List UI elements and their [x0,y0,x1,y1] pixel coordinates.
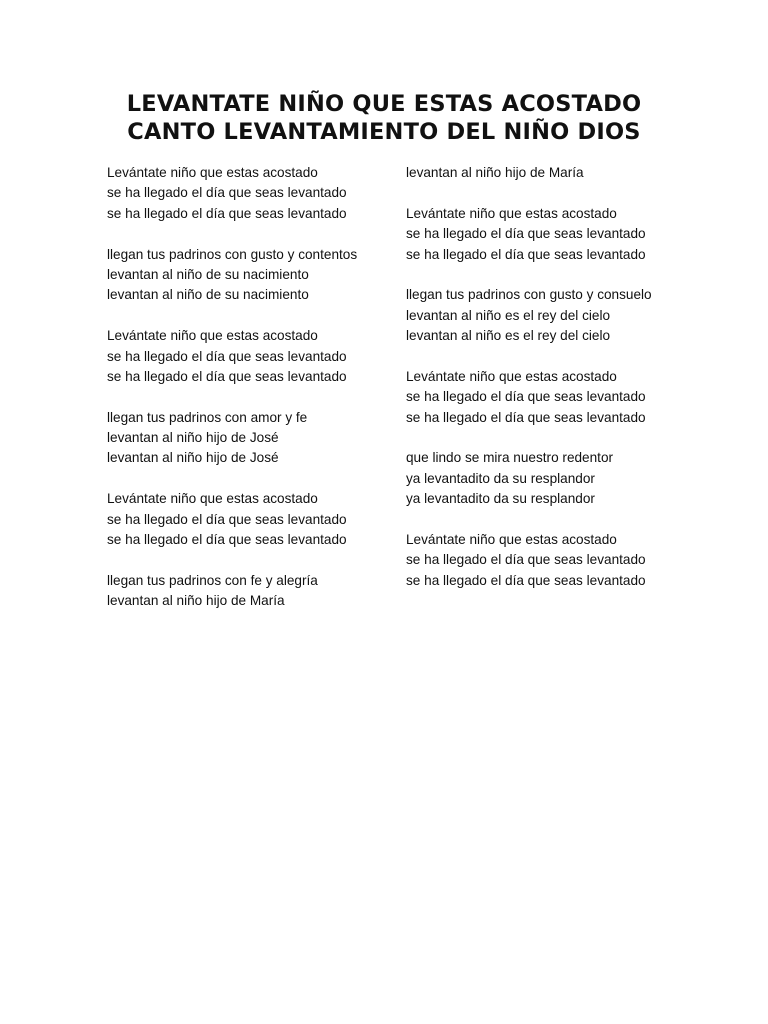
lyric-line: llegan tus padrinos con gusto y consuelo [406,287,652,303]
lyric-line: Levántate niño que estas acostado [406,368,617,384]
title-line-2: CANTO LEVANTAMIENTO DEL NIÑO DIOS [127,119,641,145]
stanza [406,285,652,346]
lyric-line: levantan al niño hijo de José [107,430,279,446]
lyric-line: levantan al niño es el rey del cielo [406,307,611,323]
left-column [107,163,357,632]
lyric-line: se ha llegado el día que seas levantado [107,348,347,364]
lyric-line: se ha llegado el día que seas levantado [406,389,646,405]
lyric-line: Levántate niño que estas acostado [406,532,617,548]
lyric-line: levantan al niño hijo de María [406,165,584,180]
lyric-line: llegan tus padrinos con amor y fe [107,409,308,425]
lyric-line: Levántate niño que estas acostado [107,491,318,507]
lyric-line: se ha llegado el día que seas levantado [107,185,347,201]
lyric-line: se ha llegado el día que seas levantado [107,205,347,221]
lyric-line: se ha llegado el día que seas levantado [406,226,646,242]
right-column [406,163,652,612]
lyric-line: se ha llegado el día que seas levantado [107,532,347,548]
lyric-line: Levántate niño que estas acostado [107,328,318,344]
lyric-line: Levántate niño que estas acostado [406,205,617,221]
lyric-line: levantan al niño de su nacimiento [107,266,309,282]
lyric-line: levantan al niño hijo de María [107,593,285,609]
stanza [406,367,652,428]
stanza [107,163,357,224]
stanza [406,448,652,509]
lyric-line: se ha llegado el día que seas levantado [406,246,646,262]
lyric-line: ya levantadito da su resplandor [406,491,595,507]
stanza [107,326,357,387]
lyric-line: levantan al niño de su nacimiento [107,287,309,303]
lyric-line: levantan al niño hijo de José [107,450,279,466]
stanza [107,245,357,306]
lyric-line: ya levantadito da su resplandor [406,470,595,486]
stanza [107,489,357,550]
stanza [406,163,652,183]
lyric-line: se ha llegado el día que seas levantado [107,511,347,527]
title-line-1: LEVANTATE NIÑO QUE ESTAS ACOSTADO [126,91,642,117]
lyric-line: se ha llegado el día que seas levantado [406,552,646,568]
stanza [406,204,652,265]
stanza [107,408,357,469]
lyric-line: se ha llegado el día que seas levantado [107,368,347,384]
lyric-line: se ha llegado el día que seas levantado [406,572,646,588]
lyric-line: llegan tus padrinos con gusto y contentos [107,246,358,262]
lyric-line: que lindo se mira nuestro redentor [406,450,614,466]
lyric-line: levantan al niño es el rey del cielo [406,328,611,344]
stanza [107,571,357,612]
lyric-line: Levántate niño que estas acostado [107,165,318,180]
lyric-line: se ha llegado el día que seas levantado [406,409,646,425]
stanza [406,530,652,591]
lyric-line: llegan tus padrinos con fe y alegría [107,572,318,588]
